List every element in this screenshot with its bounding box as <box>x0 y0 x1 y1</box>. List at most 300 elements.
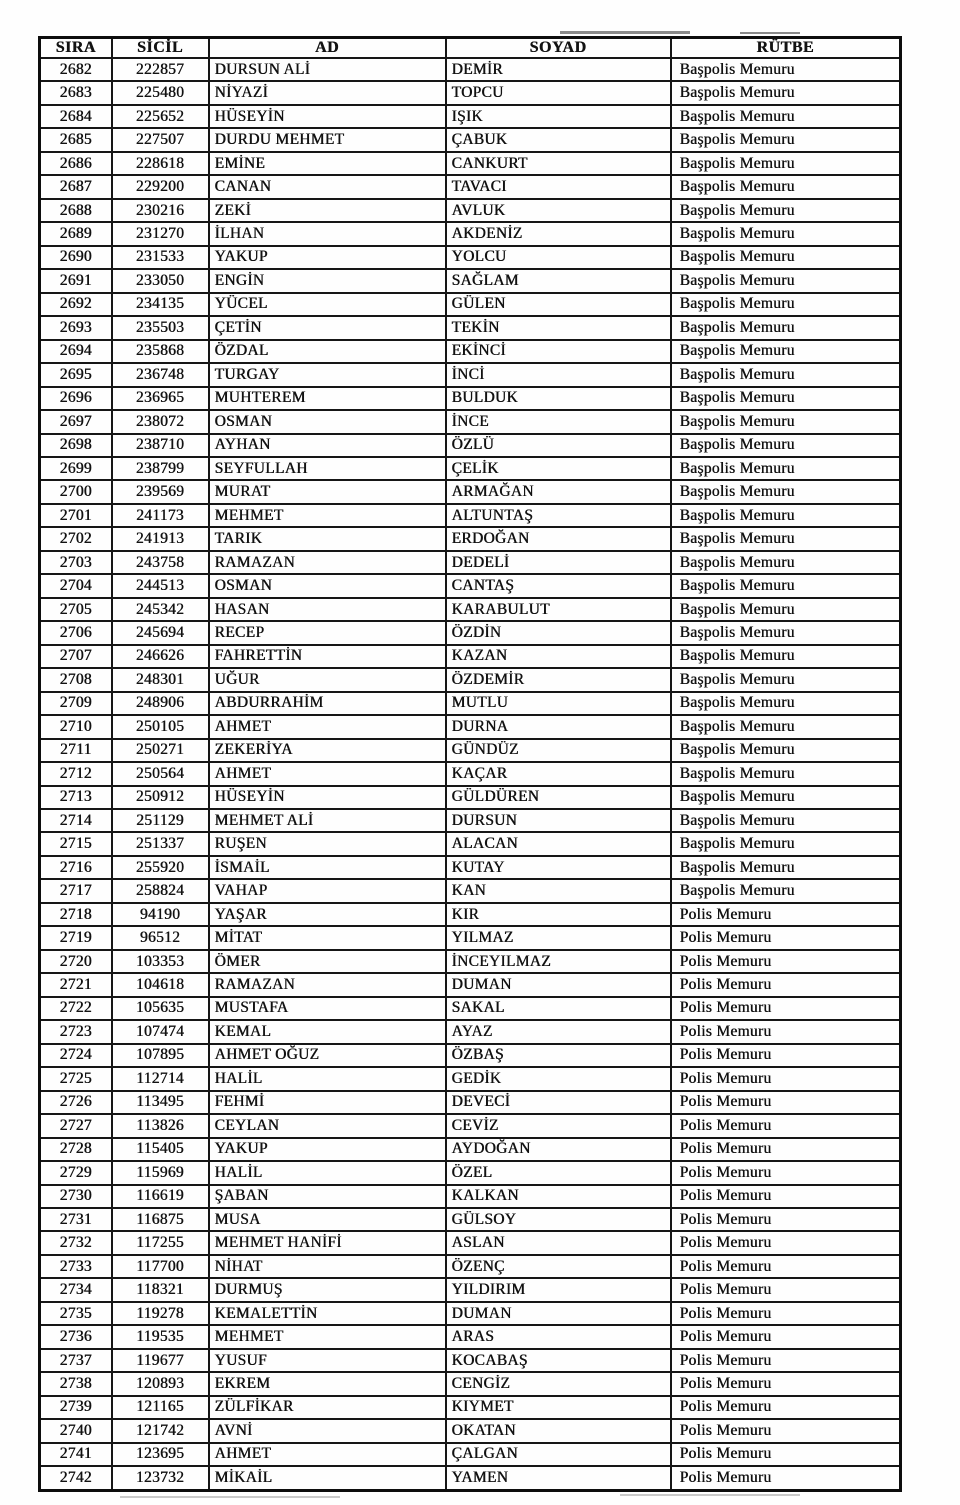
table-row <box>40 950 901 973</box>
cell-sicil: 117255 <box>112 1231 209 1254</box>
cell-ad: SEYFULLAH <box>209 457 446 480</box>
cell-sicil: 94190 <box>112 903 209 926</box>
cell-ad: YUSUF <box>209 1349 446 1372</box>
cell-rutbe: Başpolis Memuru <box>671 410 901 433</box>
cell-ad: EMİNE <box>209 152 446 175</box>
cell-sira: 2712 <box>40 762 112 785</box>
cell-ad: İLHAN <box>209 222 446 245</box>
cell-rutbe: Polis Memuru <box>671 1091 901 1114</box>
cell-rutbe: Polis Memuru <box>671 1443 901 1466</box>
cell-ad: HASAN <box>209 598 446 621</box>
table-row <box>40 1044 901 1067</box>
cell-sicil: 112714 <box>112 1067 209 1090</box>
cell-sicil: 241173 <box>112 504 209 527</box>
scan-artifact <box>120 1496 340 1498</box>
table-row <box>40 856 901 879</box>
cell-sicil: 227507 <box>112 128 209 151</box>
table-row <box>40 1325 901 1348</box>
cell-sicil: 117700 <box>112 1255 209 1278</box>
cell-soyad: MUTLU <box>446 692 671 715</box>
cell-soyad: AYAZ <box>446 1020 671 1043</box>
cell-ad: YAŞAR <box>209 903 446 926</box>
cell-soyad: DEVECİ <box>446 1091 671 1114</box>
cell-sicil: 105635 <box>112 997 209 1020</box>
table-row <box>40 105 901 128</box>
cell-soyad: İNCİ <box>446 363 671 386</box>
cell-ad: RECEP <box>209 621 446 644</box>
table-row <box>40 809 901 832</box>
cell-soyad: TOPCU <box>446 81 671 104</box>
cell-sira: 2727 <box>40 1114 112 1137</box>
cell-soyad: ERDOĞAN <box>446 527 671 550</box>
cell-rutbe: Başpolis Memuru <box>671 480 901 503</box>
column-header-soyad: SOYAD <box>446 38 671 59</box>
column-header-sicil: SİCİL <box>112 38 209 59</box>
table-row <box>40 832 901 855</box>
table-row <box>40 58 901 81</box>
cell-ad: OSMAN <box>209 410 446 433</box>
cell-soyad: GÜNDÜZ <box>446 739 671 762</box>
cell-ad: İSMAİL <box>209 856 446 879</box>
cell-soyad: GÜLEN <box>446 293 671 316</box>
cell-sira: 2708 <box>40 668 112 691</box>
cell-rutbe: Başpolis Memuru <box>671 293 901 316</box>
table-row <box>40 692 901 715</box>
table-row <box>40 410 901 433</box>
cell-sira: 2730 <box>40 1185 112 1208</box>
cell-ad: DURDU MEHMET <box>209 128 446 151</box>
scan-artifact <box>560 31 690 34</box>
table-row <box>40 1372 901 1395</box>
table-row <box>40 504 901 527</box>
column-header-sira: SIRA <box>40 38 112 59</box>
cell-ad: CANAN <box>209 175 446 198</box>
cell-soyad: ÖZDİN <box>446 621 671 644</box>
cell-sicil: 251337 <box>112 832 209 855</box>
cell-rutbe: Başpolis Memuru <box>671 269 901 292</box>
cell-soyad: KIYMET <box>446 1396 671 1419</box>
cell-ad: RAMAZAN <box>209 973 446 996</box>
cell-soyad: GÜLSOY <box>446 1208 671 1231</box>
cell-ad: NİHAT <box>209 1255 446 1278</box>
cell-soyad: YOLCU <box>446 246 671 269</box>
cell-soyad: İNCEYILMAZ <box>446 950 671 973</box>
cell-sira: 2740 <box>40 1419 112 1442</box>
cell-soyad: YILDIRIM <box>446 1278 671 1301</box>
cell-rutbe: Başpolis Memuru <box>671 58 901 81</box>
cell-ad: HÜSEYİN <box>209 786 446 809</box>
cell-soyad: DUMAN <box>446 1302 671 1325</box>
cell-sira: 2689 <box>40 222 112 245</box>
cell-sicil: 241913 <box>112 527 209 550</box>
cell-ad: AHMET <box>209 762 446 785</box>
cell-rutbe: Başpolis Memuru <box>671 434 901 457</box>
cell-sira: 2695 <box>40 363 112 386</box>
cell-sicil: 113495 <box>112 1091 209 1114</box>
cell-sicil: 251129 <box>112 809 209 832</box>
cell-sicil: 119677 <box>112 1349 209 1372</box>
table-row <box>40 903 901 926</box>
table-row <box>40 551 901 574</box>
cell-rutbe: Başpolis Memuru <box>671 316 901 339</box>
cell-sicil: 116875 <box>112 1208 209 1231</box>
cell-rutbe: Polis Memuru <box>671 1185 901 1208</box>
personnel-table <box>38 36 902 1492</box>
cell-ad: MUHTEREM <box>209 387 446 410</box>
cell-ad: UĞUR <box>209 668 446 691</box>
cell-sicil: 243758 <box>112 551 209 574</box>
cell-sira: 2732 <box>40 1231 112 1254</box>
cell-sicil: 234135 <box>112 293 209 316</box>
cell-sicil: 239569 <box>112 480 209 503</box>
cell-sira: 2684 <box>40 105 112 128</box>
cell-sira: 2702 <box>40 527 112 550</box>
cell-soyad: KUTAY <box>446 856 671 879</box>
cell-ad: KEMALETTİN <box>209 1302 446 1325</box>
cell-soyad: KOCABAŞ <box>446 1349 671 1372</box>
cell-rutbe: Başpolis Memuru <box>671 340 901 363</box>
cell-ad: VAHAP <box>209 879 446 902</box>
cell-rutbe: Başpolis Memuru <box>671 527 901 550</box>
cell-sira: 2733 <box>40 1255 112 1278</box>
cell-sira: 2713 <box>40 786 112 809</box>
cell-rutbe: Polis Memuru <box>671 926 901 949</box>
cell-sira: 2726 <box>40 1091 112 1114</box>
table-row <box>40 222 901 245</box>
cell-sira: 2693 <box>40 316 112 339</box>
cell-soyad: YAMEN <box>446 1466 671 1490</box>
table-row <box>40 480 901 503</box>
cell-soyad: TEKİN <box>446 316 671 339</box>
cell-sicil: 248906 <box>112 692 209 715</box>
table-row <box>40 997 901 1020</box>
cell-sira: 2704 <box>40 574 112 597</box>
cell-sira: 2715 <box>40 832 112 855</box>
table-row <box>40 645 901 668</box>
cell-sira: 2691 <box>40 269 112 292</box>
cell-ad: ENGİN <box>209 269 446 292</box>
cell-sira: 2698 <box>40 434 112 457</box>
cell-ad: MİTAT <box>209 926 446 949</box>
cell-soyad: DUMAN <box>446 973 671 996</box>
cell-soyad: ÖZDEMİR <box>446 668 671 691</box>
cell-rutbe: Polis Memuru <box>671 1419 901 1442</box>
column-header-rutbe: RÜTBE <box>671 38 901 59</box>
cell-ad: HÜSEYİN <box>209 105 446 128</box>
cell-rutbe: Başpolis Memuru <box>671 621 901 644</box>
cell-sira: 2690 <box>40 246 112 269</box>
cell-sira: 2734 <box>40 1278 112 1301</box>
cell-rutbe: Başpolis Memuru <box>671 598 901 621</box>
cell-ad: MEHMET ALİ <box>209 809 446 832</box>
cell-sira: 2692 <box>40 293 112 316</box>
cell-rutbe: Polis Memuru <box>671 973 901 996</box>
cell-sicil: 123695 <box>112 1443 209 1466</box>
cell-ad: AHMET OĞUZ <box>209 1044 446 1067</box>
table-body <box>40 58 901 1491</box>
cell-soyad: DURSUN <box>446 809 671 832</box>
cell-rutbe: Başpolis Memuru <box>671 363 901 386</box>
table-row <box>40 175 901 198</box>
cell-sicil: 233050 <box>112 269 209 292</box>
cell-rutbe: Başpolis Memuru <box>671 387 901 410</box>
cell-sira: 2717 <box>40 879 112 902</box>
cell-sira: 2710 <box>40 715 112 738</box>
cell-sira: 2706 <box>40 621 112 644</box>
cell-sicil: 228618 <box>112 152 209 175</box>
cell-sicil: 119278 <box>112 1302 209 1325</box>
cell-sicil: 236748 <box>112 363 209 386</box>
table-row <box>40 926 901 949</box>
cell-rutbe: Başpolis Memuru <box>671 128 901 151</box>
cell-soyad: KARABULUT <box>446 598 671 621</box>
table-row <box>40 269 901 292</box>
table-row <box>40 574 901 597</box>
cell-soyad: KAÇAR <box>446 762 671 785</box>
cell-sicil: 235868 <box>112 340 209 363</box>
cell-rutbe: Başpolis Memuru <box>671 175 901 198</box>
cell-sicil: 231533 <box>112 246 209 269</box>
cell-sira: 2741 <box>40 1443 112 1466</box>
cell-rutbe: Polis Memuru <box>671 1325 901 1348</box>
cell-soyad: ÖZLÜ <box>446 434 671 457</box>
table-row <box>40 434 901 457</box>
table-row <box>40 152 901 175</box>
table-row <box>40 1302 901 1325</box>
cell-ad: MEHMET <box>209 1325 446 1348</box>
cell-soyad: ALTUNTAŞ <box>446 504 671 527</box>
cell-sicil: 230216 <box>112 199 209 222</box>
table-row <box>40 621 901 644</box>
cell-ad: MİKAİL <box>209 1466 446 1490</box>
cell-soyad: CEVİZ <box>446 1114 671 1137</box>
cell-rutbe: Polis Memuru <box>671 1231 901 1254</box>
table-row <box>40 1208 901 1231</box>
cell-ad: YAKUP <box>209 246 446 269</box>
cell-sicil: 118321 <box>112 1278 209 1301</box>
cell-soyad: BULDUK <box>446 387 671 410</box>
cell-ad: EKREM <box>209 1372 446 1395</box>
table-row <box>40 1255 901 1278</box>
cell-ad: TARIK <box>209 527 446 550</box>
table-row <box>40 316 901 339</box>
table-row <box>40 762 901 785</box>
table-row <box>40 1231 901 1254</box>
cell-rutbe: Başpolis Memuru <box>671 152 901 175</box>
cell-rutbe: Polis Memuru <box>671 950 901 973</box>
cell-sira: 2722 <box>40 997 112 1020</box>
cell-sicil: 222857 <box>112 58 209 81</box>
cell-sira: 2707 <box>40 645 112 668</box>
cell-rutbe: Başpolis Memuru <box>671 246 901 269</box>
cell-sira: 2701 <box>40 504 112 527</box>
cell-rutbe: Polis Memuru <box>671 1138 901 1161</box>
cell-sicil: 113826 <box>112 1114 209 1137</box>
cell-ad: ŞABAN <box>209 1185 446 1208</box>
cell-sicil: 244513 <box>112 574 209 597</box>
cell-sira: 2739 <box>40 1396 112 1419</box>
cell-ad: MUSA <box>209 1208 446 1231</box>
table-row <box>40 128 901 151</box>
table-row <box>40 387 901 410</box>
cell-sicil: 115969 <box>112 1161 209 1184</box>
cell-rutbe: Polis Memuru <box>671 1044 901 1067</box>
table-row <box>40 715 901 738</box>
cell-sicil: 250912 <box>112 786 209 809</box>
cell-sira: 2728 <box>40 1138 112 1161</box>
cell-ad: FAHRETTİN <box>209 645 446 668</box>
cell-sicil: 115405 <box>112 1138 209 1161</box>
cell-ad: NİYAZİ <box>209 81 446 104</box>
cell-sicil: 121742 <box>112 1419 209 1442</box>
cell-sicil: 104618 <box>112 973 209 996</box>
cell-soyad: OKATAN <box>446 1419 671 1442</box>
cell-sira: 2697 <box>40 410 112 433</box>
cell-ad: DURMUŞ <box>209 1278 446 1301</box>
cell-ad: AHMET <box>209 1443 446 1466</box>
table-row <box>40 199 901 222</box>
cell-rutbe: Başpolis Memuru <box>671 222 901 245</box>
cell-rutbe: Polis Memuru <box>671 1396 901 1419</box>
cell-soyad: KALKAN <box>446 1185 671 1208</box>
cell-rutbe: Başpolis Memuru <box>671 645 901 668</box>
cell-rutbe: Polis Memuru <box>671 1349 901 1372</box>
cell-sira: 2736 <box>40 1325 112 1348</box>
cell-ad: ZÜLFİKAR <box>209 1396 446 1419</box>
cell-rutbe: Başpolis Memuru <box>671 692 901 715</box>
cell-sicil: 96512 <box>112 926 209 949</box>
cell-rutbe: Başpolis Memuru <box>671 809 901 832</box>
table-row <box>40 786 901 809</box>
table-row <box>40 340 901 363</box>
table-row <box>40 973 901 996</box>
cell-rutbe: Başpolis Memuru <box>671 832 901 855</box>
cell-rutbe: Başpolis Memuru <box>671 81 901 104</box>
cell-soyad: IŞIK <box>446 105 671 128</box>
cell-ad: ZEKİ <box>209 199 446 222</box>
cell-soyad: ÇALGAN <box>446 1443 671 1466</box>
cell-soyad: SAKAL <box>446 997 671 1020</box>
cell-sicil: 248301 <box>112 668 209 691</box>
table-row <box>40 1138 901 1161</box>
cell-sicil: 246626 <box>112 645 209 668</box>
cell-sicil: 238799 <box>112 457 209 480</box>
table-row <box>40 739 901 762</box>
cell-sicil: 250105 <box>112 715 209 738</box>
cell-ad: AYHAN <box>209 434 446 457</box>
cell-rutbe: Başpolis Memuru <box>671 574 901 597</box>
cell-soyad: CENGİZ <box>446 1372 671 1395</box>
cell-rutbe: Başpolis Memuru <box>671 856 901 879</box>
cell-rutbe: Başpolis Memuru <box>671 199 901 222</box>
cell-rutbe: Polis Memuru <box>671 1161 901 1184</box>
cell-ad: OSMAN <box>209 574 446 597</box>
cell-rutbe: Polis Memuru <box>671 1255 901 1278</box>
cell-soyad: ALACAN <box>446 832 671 855</box>
cell-soyad: AYDOĞAN <box>446 1138 671 1161</box>
cell-ad: RAMAZAN <box>209 551 446 574</box>
cell-sicil: 229200 <box>112 175 209 198</box>
cell-ad: TURGAY <box>209 363 446 386</box>
cell-sicil: 225652 <box>112 105 209 128</box>
cell-sira: 2719 <box>40 926 112 949</box>
cell-rutbe: Başpolis Memuru <box>671 457 901 480</box>
cell-sira: 2694 <box>40 340 112 363</box>
cell-rutbe: Başpolis Memuru <box>671 105 901 128</box>
cell-sira: 2735 <box>40 1302 112 1325</box>
cell-soyad: AKDENİZ <box>446 222 671 245</box>
cell-soyad: KAZAN <box>446 645 671 668</box>
cell-soyad: ÖZBAŞ <box>446 1044 671 1067</box>
table-row <box>40 81 901 104</box>
table-row <box>40 1466 901 1490</box>
cell-sira: 2725 <box>40 1067 112 1090</box>
cell-soyad: DURNA <box>446 715 671 738</box>
table-row <box>40 668 901 691</box>
cell-ad: RUŞEN <box>209 832 446 855</box>
cell-sicil: 119535 <box>112 1325 209 1348</box>
cell-sira: 2705 <box>40 598 112 621</box>
table-header <box>40 38 901 59</box>
table-row <box>40 1396 901 1419</box>
cell-ad: MEHMET HANİFİ <box>209 1231 446 1254</box>
column-header-ad: AD <box>209 38 446 59</box>
cell-soyad: SAĞLAM <box>446 269 671 292</box>
header-row <box>40 38 901 59</box>
cell-ad: ÇETİN <box>209 316 446 339</box>
cell-sira: 2682 <box>40 58 112 81</box>
scan-artifact <box>740 32 800 34</box>
cell-rutbe: Polis Memuru <box>671 1114 901 1137</box>
cell-ad: HALİL <box>209 1161 446 1184</box>
table-row <box>40 598 901 621</box>
cell-ad: AHMET <box>209 715 446 738</box>
cell-rutbe: Polis Memuru <box>671 1372 901 1395</box>
cell-soyad: TAVACI <box>446 175 671 198</box>
cell-sira: 2716 <box>40 856 112 879</box>
table-row <box>40 1443 901 1466</box>
cell-rutbe: Başpolis Memuru <box>671 762 901 785</box>
cell-sicil: 258824 <box>112 879 209 902</box>
cell-rutbe: Polis Memuru <box>671 1302 901 1325</box>
cell-sicil: 231270 <box>112 222 209 245</box>
cell-soyad: DEDELİ <box>446 551 671 574</box>
cell-rutbe: Başpolis Memuru <box>671 504 901 527</box>
cell-ad: ÖZDAL <box>209 340 446 363</box>
cell-sicil: 107895 <box>112 1044 209 1067</box>
cell-sicil: 250271 <box>112 739 209 762</box>
table-row <box>40 1114 901 1137</box>
cell-ad: ABDURRAHİM <box>209 692 446 715</box>
cell-ad: MURAT <box>209 480 446 503</box>
cell-sicil: 250564 <box>112 762 209 785</box>
cell-rutbe: Polis Memuru <box>671 1466 901 1490</box>
cell-sira: 2683 <box>40 81 112 104</box>
table-row <box>40 293 901 316</box>
cell-sira: 2721 <box>40 973 112 996</box>
cell-soyad: GÜLDÜREN <box>446 786 671 809</box>
cell-sira: 2718 <box>40 903 112 926</box>
cell-sicil: 235503 <box>112 316 209 339</box>
cell-sira: 2724 <box>40 1044 112 1067</box>
cell-sira: 2731 <box>40 1208 112 1231</box>
table-row <box>40 1185 901 1208</box>
cell-ad: HALİL <box>209 1067 446 1090</box>
cell-sira: 2738 <box>40 1372 112 1395</box>
cell-soyad: KAN <box>446 879 671 902</box>
cell-ad: CEYLAN <box>209 1114 446 1137</box>
cell-sira: 2711 <box>40 739 112 762</box>
